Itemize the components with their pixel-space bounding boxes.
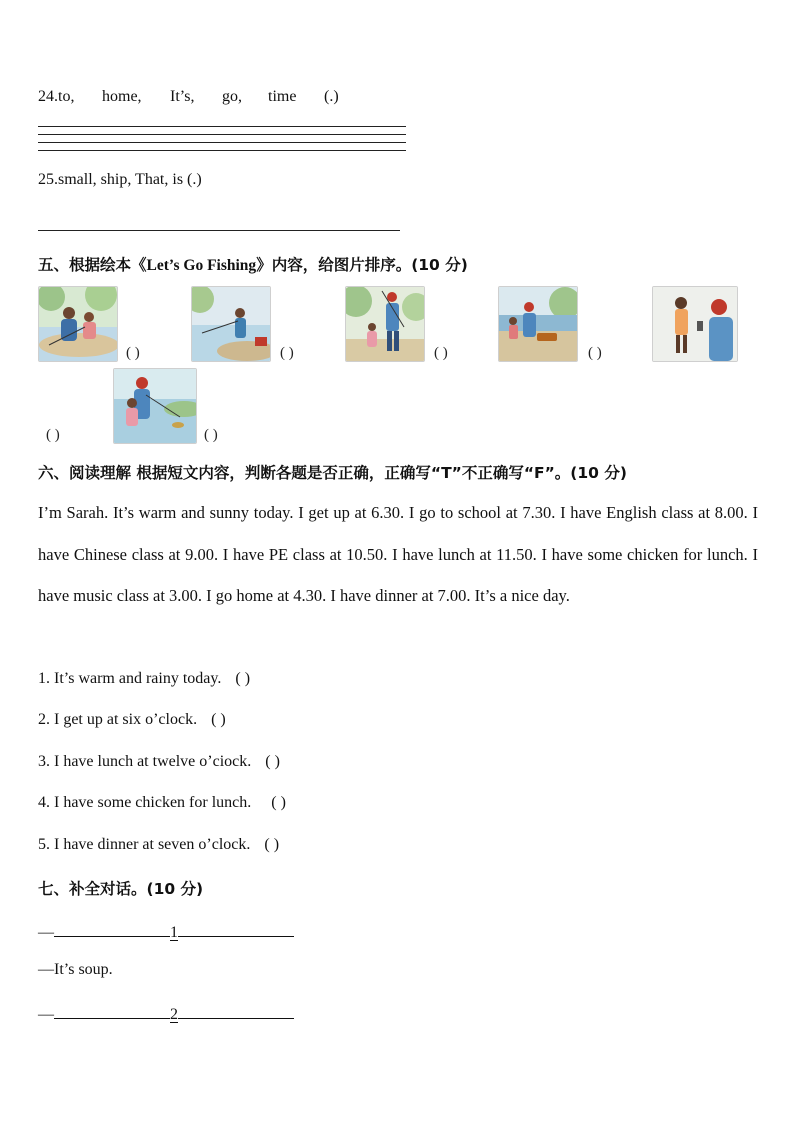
tf-item: 2. I get up at six o’clock. ( ) — [38, 711, 226, 728]
picture-illustration — [192, 287, 270, 361]
section-6-heading: 六、阅读理解 根据短文内容，判断各题是否正确，正确写“T”不正确写“F”。(10 分) — [38, 464, 627, 482]
picture-illustration — [114, 369, 196, 443]
picture-illustration — [39, 287, 117, 361]
blank-number: 2 — [170, 1006, 178, 1023]
q24-word: go, — [222, 88, 242, 105]
man-and-girl-catch-fish-picture — [113, 368, 197, 444]
dialogue-line: —It’s soup. — [38, 961, 113, 978]
question-25: 25.small, ship, That, is (.) — [38, 171, 202, 188]
man-and-girl-walking-picture — [345, 286, 425, 362]
tf-item: 4. I have some chicken for lunch. ( ) — [38, 794, 286, 811]
answer-paren[interactable]: ( ) — [434, 345, 448, 361]
picture-illustration — [346, 287, 424, 361]
man-and-children-carrying-picture — [498, 286, 578, 362]
picture-illustration — [499, 287, 577, 361]
tf-item: 3. I have lunch at twelve o’ciock. ( ) — [38, 753, 280, 770]
answer-paren[interactable]: ( ) — [280, 345, 294, 361]
answer-paren[interactable]: ( ) — [264, 836, 280, 853]
section-5-heading: 五、根据绘本《Let’s Go Fishing》内容，给图片排序。(10 分) — [38, 256, 468, 274]
q24-word: home, — [102, 88, 142, 105]
answer-paren[interactable]: ( ) — [265, 753, 280, 770]
man-and-girl-fishing-picture — [38, 286, 118, 362]
picture-illustration — [653, 287, 737, 361]
dialogue-line: — 1 — [38, 920, 294, 942]
q24-word: It’s, — [170, 88, 195, 105]
answer-blank[interactable] — [54, 1002, 170, 1019]
question-24 — [38, 88, 339, 106]
q24-word: time — [268, 88, 297, 105]
answer-blank[interactable] — [178, 920, 294, 937]
answer-blank[interactable] — [178, 1002, 294, 1019]
answer-paren[interactable]: ( ) — [211, 711, 226, 728]
q24-number: 24. — [38, 88, 58, 105]
tf-item: 5. I have dinner at seven o’clock. ( ) — [38, 836, 280, 853]
answer-line — [38, 230, 400, 231]
blank-number: 1 — [170, 924, 178, 941]
answer-paren[interactable]: ( ) — [204, 427, 218, 443]
dialogue-line: — 2 — [38, 1002, 294, 1024]
q24-word: (.) — [324, 88, 339, 105]
q24-word: to, — [58, 88, 75, 105]
tf-item: 1. It’s warm and rainy today. ( ) — [38, 670, 251, 687]
answer-paren[interactable]: ( ) — [126, 345, 140, 361]
answer-blank[interactable] — [54, 920, 170, 937]
writing-line — [38, 126, 406, 127]
section-7-heading: 七、补全对话。(10 分) — [38, 880, 204, 898]
writing-line — [38, 134, 406, 135]
reading-passage: I’m Sarah. It’s warm and sunny today. I get up at 6.30. I go to school at 7.30. I have English class at 8.00. I have Chinese class at 9.00. I have PE class at 10.50. I have lunch at 11.50. I have some chicken for lunch. I have music class at 3.00. I go home at 4.30. I have dinner at 7.00. It’s a nice day. — [38, 503, 758, 605]
girl-and-man-talking-picture — [652, 286, 738, 362]
answer-paren[interactable]: ( ) — [235, 670, 251, 687]
book-title: Let’s Go Fishing — [146, 257, 257, 274]
answer-paren[interactable]: ( ) — [588, 345, 602, 361]
answer-paren[interactable]: ( ) — [46, 427, 60, 443]
writing-line — [38, 150, 406, 151]
writing-line — [38, 142, 406, 143]
answer-paren[interactable]: ( ) — [271, 794, 286, 811]
boy-fishing-by-river-picture — [191, 286, 271, 362]
